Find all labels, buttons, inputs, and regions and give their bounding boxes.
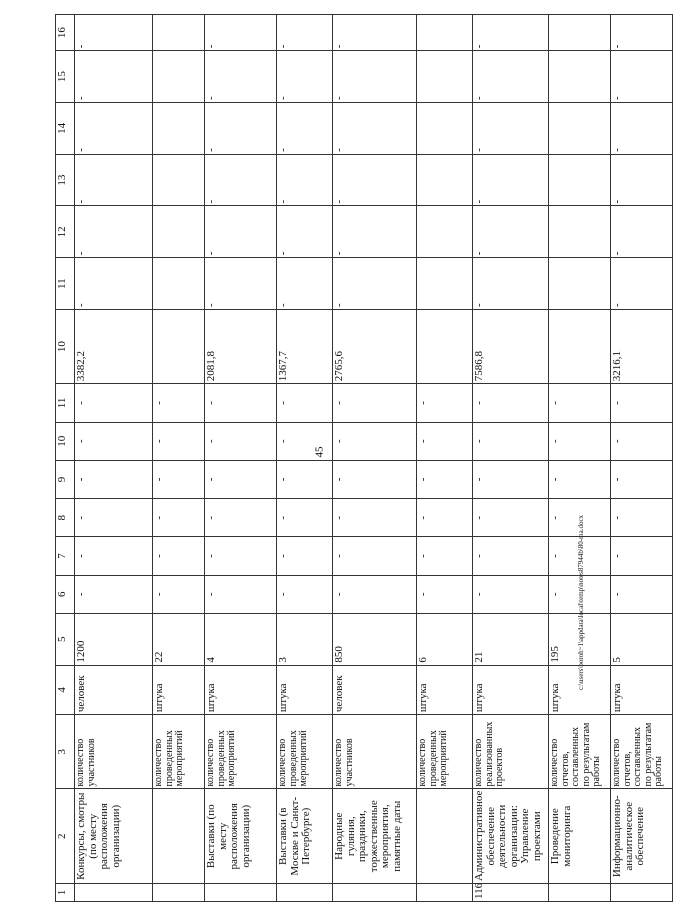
table-cell-w16: - bbox=[333, 15, 417, 51]
table-cell-v8: - bbox=[417, 499, 473, 537]
table-cell-unit: штука bbox=[549, 665, 611, 715]
table-cell-w10 bbox=[417, 310, 473, 384]
table-cell-v5: 4 bbox=[205, 613, 277, 665]
header-cell: 10 bbox=[56, 422, 75, 460]
table-cell-unit: человек bbox=[333, 665, 417, 715]
table-cell-ind: количество отчетов, составленных по результатам работы bbox=[549, 715, 611, 789]
table-cell-w14 bbox=[153, 102, 205, 154]
table-cell-num: 116 bbox=[473, 884, 549, 902]
table-cell-name: Административное обеспечение деятельности организации: Управление проектами bbox=[473, 789, 549, 884]
table-cell-name: Выставки (по месту расположения организации) bbox=[205, 789, 277, 884]
table-cell-v8: - bbox=[549, 499, 611, 537]
table-cell-ind: количество проведенных мероприятий bbox=[417, 715, 473, 789]
table-cell-v5: 22 bbox=[153, 613, 205, 665]
table-cell-w16 bbox=[549, 15, 611, 51]
table-cell-v6: - bbox=[277, 575, 333, 613]
table-cell-v7: - bbox=[277, 537, 333, 575]
table-cell-v5: 850 bbox=[333, 613, 417, 665]
table-cell-w11: - bbox=[205, 258, 277, 310]
table-cell-v7: - bbox=[611, 537, 673, 575]
table-cell-v8: - bbox=[75, 499, 153, 537]
header-cell: 11 bbox=[56, 258, 75, 310]
table-cell-v11: - bbox=[417, 384, 473, 422]
header-cell: 1 bbox=[56, 884, 75, 902]
table-cell-num bbox=[333, 884, 417, 902]
table-cell-w15: - bbox=[473, 51, 549, 103]
table-cell-w16: - bbox=[205, 15, 277, 51]
table-cell-w13 bbox=[417, 154, 473, 206]
table-cell-unit: штука bbox=[205, 665, 277, 715]
table-cell-v10: - bbox=[333, 422, 417, 460]
table-cell-v9: - bbox=[549, 460, 611, 498]
table-cell-w12: - bbox=[611, 206, 673, 258]
header-cell: 8 bbox=[56, 499, 75, 537]
table-cell-v8: - bbox=[333, 499, 417, 537]
header-cell: 3 bbox=[56, 715, 75, 789]
table-row bbox=[473, 15, 549, 902]
table-cell-v11: - bbox=[549, 384, 611, 422]
table-cell-v5: 1200 bbox=[75, 613, 153, 665]
table-cell-w11 bbox=[153, 258, 205, 310]
table-cell-unit: штука bbox=[277, 665, 333, 715]
table-cell-w15 bbox=[417, 51, 473, 103]
table-row bbox=[417, 15, 473, 902]
table-cell-w11: - bbox=[333, 258, 417, 310]
table-cell-v7: - bbox=[333, 537, 417, 575]
table-cell-w15 bbox=[153, 51, 205, 103]
table-cell-ind: количество реализованных проектов bbox=[473, 715, 549, 789]
table-cell-v10: - bbox=[549, 422, 611, 460]
table-cell-ind: количество участников bbox=[333, 715, 417, 789]
table-cell-ind: количество участников bbox=[75, 715, 153, 789]
table-cell-v6: - bbox=[205, 575, 277, 613]
table-cell-ind: количество отчетов, составленных по результатам работы bbox=[611, 715, 673, 789]
table-cell-v9: - bbox=[611, 460, 673, 498]
header-cell: 12 bbox=[56, 206, 75, 258]
table-row bbox=[153, 15, 205, 902]
table-cell-v5: 21 bbox=[473, 613, 549, 665]
table-cell-w11: - bbox=[277, 258, 333, 310]
table-cell-w12: - bbox=[333, 206, 417, 258]
table-cell-w10: 1367,7 bbox=[277, 310, 333, 384]
table-cell-w14: - bbox=[205, 102, 277, 154]
table-cell-name: Выставки (в Москве и Санкт-Петербурге) bbox=[277, 789, 333, 884]
table-cell-v9: - bbox=[75, 460, 153, 498]
table-cell-w14: - bbox=[611, 102, 673, 154]
table-cell-unit: штука bbox=[153, 665, 205, 715]
table-cell-v10: - bbox=[611, 422, 673, 460]
table-cell-name bbox=[153, 789, 205, 884]
table-cell-w13: - bbox=[473, 154, 549, 206]
table-cell-v11: - bbox=[333, 384, 417, 422]
table-cell-w13: - bbox=[333, 154, 417, 206]
table-cell-w16: - bbox=[473, 15, 549, 51]
table-cell-v7: - bbox=[549, 537, 611, 575]
table-cell-w12: - bbox=[75, 206, 153, 258]
table-cell-num bbox=[417, 884, 473, 902]
table-cell-v6: - bbox=[333, 575, 417, 613]
table-cell-num bbox=[75, 884, 153, 902]
table-cell-v8: - bbox=[611, 499, 673, 537]
table-cell-w10: 3216,1 bbox=[611, 310, 673, 384]
header-cell: 5 bbox=[56, 613, 75, 665]
table-cell-v10: - bbox=[75, 422, 153, 460]
table-cell-v5: 6 bbox=[417, 613, 473, 665]
table-cell-w14: - bbox=[333, 102, 417, 154]
table-cell-v5: 195 bbox=[549, 613, 611, 665]
table-cell-name: Информационно-аналитическое обеспечение bbox=[611, 789, 673, 884]
header-cell: 11 bbox=[56, 384, 75, 422]
table-cell-w16: - bbox=[277, 15, 333, 51]
table-cell-unit: человек bbox=[75, 665, 153, 715]
header-cell: 6 bbox=[56, 575, 75, 613]
table-cell-num bbox=[549, 884, 611, 902]
table-cell-v10: - bbox=[417, 422, 473, 460]
table-cell-num bbox=[611, 884, 673, 902]
header-row bbox=[56, 15, 75, 902]
table-cell-w10: 2081,8 bbox=[205, 310, 277, 384]
table-cell-v11: - bbox=[205, 384, 277, 422]
table-cell-v6: - bbox=[417, 575, 473, 613]
table-cell-w11: - bbox=[473, 258, 549, 310]
table-cell-w12: - bbox=[473, 206, 549, 258]
header-cell: 9 bbox=[56, 460, 75, 498]
table-cell-v9: - bbox=[333, 460, 417, 498]
table-cell-w16: - bbox=[611, 15, 673, 51]
table-cell-name: Народные гуляния, праздники, торжественные мероприятия, памятные даты bbox=[333, 789, 417, 884]
table-cell-v10: - bbox=[205, 422, 277, 460]
table-cell-w16: - bbox=[75, 15, 153, 51]
table-cell-v6: - bbox=[473, 575, 549, 613]
table-cell-w10 bbox=[153, 310, 205, 384]
header-cell: 14 bbox=[56, 102, 75, 154]
header-cell: 2 bbox=[56, 789, 75, 884]
table-cell-w14 bbox=[549, 102, 611, 154]
table-cell-w16 bbox=[417, 15, 473, 51]
table-cell-num bbox=[153, 884, 205, 902]
table-cell-v5: 3 bbox=[277, 613, 333, 665]
table-cell-w14: - bbox=[75, 102, 153, 154]
table-row bbox=[277, 15, 333, 902]
table-cell-num bbox=[277, 884, 333, 902]
table-cell-w13 bbox=[549, 154, 611, 206]
table-cell-w13 bbox=[153, 154, 205, 206]
table-cell-v8: - bbox=[277, 499, 333, 537]
table-cell-v9: - bbox=[277, 460, 333, 498]
table-cell-ind: количество проведенных мероприятий bbox=[205, 715, 277, 789]
table-cell-v10: - bbox=[277, 422, 333, 460]
data-table bbox=[55, 14, 673, 902]
table-cell-w10: 3382,2 bbox=[75, 310, 153, 384]
table-cell-w12: - bbox=[277, 206, 333, 258]
table-cell-w14 bbox=[417, 102, 473, 154]
header-cell: 10 bbox=[56, 310, 75, 384]
table-cell-v7: - bbox=[417, 537, 473, 575]
table-cell-unit: штука bbox=[473, 665, 549, 715]
table-cell-w15: - bbox=[75, 51, 153, 103]
header-cell: 13 bbox=[56, 154, 75, 206]
table-cell-name: Конкурсы, смотры (по месту расположения организации) bbox=[75, 789, 153, 884]
table-cell-unit: штука bbox=[611, 665, 673, 715]
table-cell-ind: количество проведенных мероприятий bbox=[277, 715, 333, 789]
table-cell-w12 bbox=[549, 206, 611, 258]
header-cell: 4 bbox=[56, 665, 75, 715]
page-number: 45 bbox=[313, 446, 326, 458]
header-cell: 15 bbox=[56, 51, 75, 103]
table-cell-v9: - bbox=[417, 460, 473, 498]
table-cell-w15: - bbox=[205, 51, 277, 103]
table-cell-v9: - bbox=[473, 460, 549, 498]
table-cell-v8: - bbox=[205, 499, 277, 537]
table-cell-ind: количество проведенных мероприятий bbox=[153, 715, 205, 789]
table-cell-name: Проведение мониторинга bbox=[549, 789, 611, 884]
table-cell-w14: - bbox=[473, 102, 549, 154]
footer-file-path: c:\users\boroh~1\appdata\local\temp\notes87944b\80-ma.docx bbox=[577, 514, 585, 690]
table-cell-v7: - bbox=[205, 537, 277, 575]
table-row bbox=[205, 15, 277, 902]
table-cell-v6: - bbox=[549, 575, 611, 613]
table-cell-v6: - bbox=[153, 575, 205, 613]
table-cell-w13: - bbox=[277, 154, 333, 206]
table-row bbox=[549, 15, 611, 902]
table-cell-v10: - bbox=[473, 422, 549, 460]
table-row bbox=[333, 15, 417, 902]
header-cell: 16 bbox=[56, 15, 75, 51]
table-cell-v7: - bbox=[75, 537, 153, 575]
table-cell-w16 bbox=[153, 15, 205, 51]
table-cell-v6: - bbox=[75, 575, 153, 613]
table-cell-v7: - bbox=[473, 537, 549, 575]
table-cell-w12 bbox=[417, 206, 473, 258]
table-cell-w12: - bbox=[205, 206, 277, 258]
table-cell-w12 bbox=[153, 206, 205, 258]
table-cell-w10: 7586,8 bbox=[473, 310, 549, 384]
table-cell-w11: - bbox=[611, 258, 673, 310]
table-cell-v8: - bbox=[473, 499, 549, 537]
table-cell-v11: - bbox=[473, 384, 549, 422]
table-cell-unit: штука bbox=[417, 665, 473, 715]
table-row bbox=[611, 15, 673, 902]
table-cell-v7: - bbox=[153, 537, 205, 575]
table-row bbox=[75, 15, 153, 902]
table-cell-v9: - bbox=[153, 460, 205, 498]
table-cell-w11 bbox=[417, 258, 473, 310]
table-cell-w11 bbox=[549, 258, 611, 310]
table-cell-w10: 2765,6 bbox=[333, 310, 417, 384]
table-cell-v11: - bbox=[277, 384, 333, 422]
table-cell-w15: - bbox=[277, 51, 333, 103]
table-cell-v11: - bbox=[611, 384, 673, 422]
table-cell-v8: - bbox=[153, 499, 205, 537]
table-cell-w11: - bbox=[75, 258, 153, 310]
table-cell-v11: - bbox=[153, 384, 205, 422]
table-cell-w15: - bbox=[611, 51, 673, 103]
header-cell: 7 bbox=[56, 537, 75, 575]
table-cell-v6: - bbox=[611, 575, 673, 613]
table-body bbox=[56, 15, 673, 902]
table-cell-v11: - bbox=[75, 384, 153, 422]
table-cell-w13: - bbox=[75, 154, 153, 206]
table-cell-w15: - bbox=[333, 51, 417, 103]
table-cell-w13: - bbox=[611, 154, 673, 206]
table-cell-w14: - bbox=[277, 102, 333, 154]
table-cell-num bbox=[205, 884, 277, 902]
table-cell-name bbox=[417, 789, 473, 884]
table-cell-w13: - bbox=[205, 154, 277, 206]
table-cell-v10: - bbox=[153, 422, 205, 460]
table-cell-w15 bbox=[549, 51, 611, 103]
table-cell-v9: - bbox=[205, 460, 277, 498]
table-cell-v5: 5 bbox=[611, 613, 673, 665]
table-cell-w10 bbox=[549, 310, 611, 384]
